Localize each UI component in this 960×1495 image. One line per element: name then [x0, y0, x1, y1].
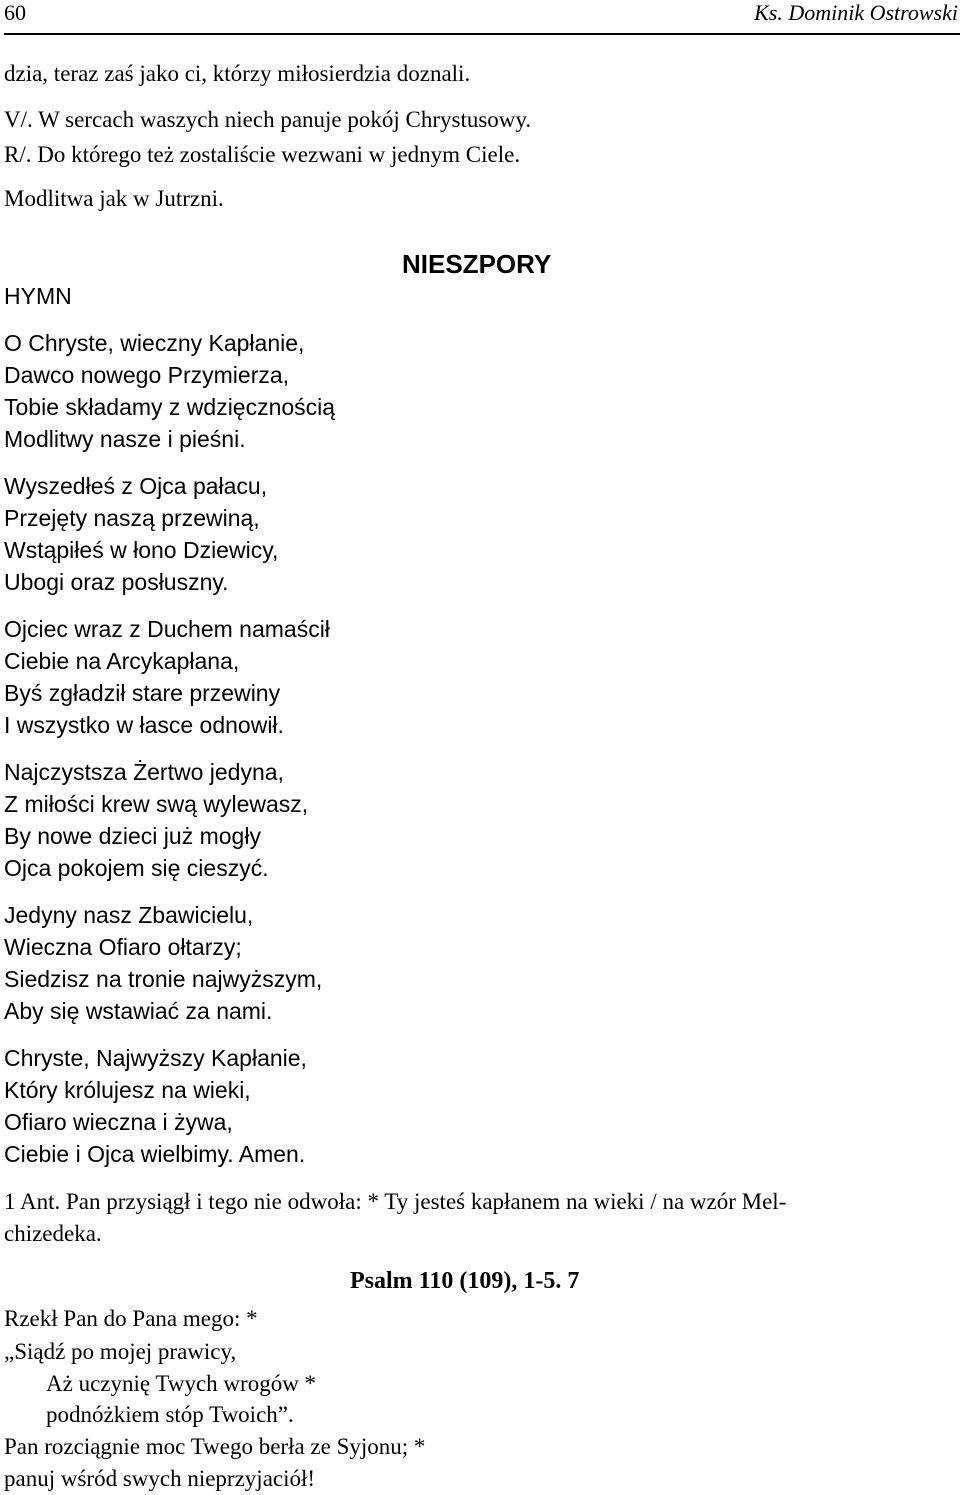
running-header-author: Ks. Dominik Ostrowski: [754, 0, 958, 25]
hymn-line: Jedyny nasz Zbawicielu,: [4, 902, 254, 928]
hymn-stanza-2: [4, 470, 278, 598]
psalm-verse: Rzekł Pan do Pana mego: *: [4, 1306, 258, 1331]
hymn-line: Wieczna Ofiaro ołtarzy;: [4, 934, 242, 960]
hymn-line: Ojca pokojem się cieszyć.: [4, 855, 269, 881]
hymn-line: O Chryste, wieczny Kapłanie,: [4, 330, 305, 356]
hymn-line: By nowe dzieci już mogły: [4, 823, 261, 849]
versicle-line: V/. W sercach waszych niech panuje pokój Chrystusowy.: [4, 107, 532, 132]
hymn-line: Ojciec wraz z Duchem namaścił: [4, 616, 330, 642]
hymn-line: Wyszedłeś z Ojca pałacu,: [4, 473, 268, 499]
hymn-line: Który królujesz na wieki,: [4, 1077, 251, 1103]
hymn-label: HYMN: [4, 283, 72, 309]
response-line: R/. Do którego też zostaliście wezwani w jednym Ciele.: [4, 142, 521, 167]
psalm-title: Psalm 110 (109), 1-5. 7: [350, 1268, 580, 1294]
hymn-line: Najczystsza Żertwo jedyna,: [4, 759, 284, 785]
hymn-line: Chryste, Najwyższy Kapłanie,: [4, 1045, 307, 1071]
hymn-line: Ciebie na Arcykapłana,: [4, 648, 240, 674]
psalm-verse: podnóżkiem stóp Twoich”.: [46, 1402, 294, 1427]
hymn-line: Ubogi oraz posłuszny.: [4, 569, 229, 595]
prayer-note: Modlitwa jak w Jutrzni.: [4, 186, 224, 211]
page-number: 60: [4, 0, 26, 25]
hymn-line: Dawco nowego Przymierza,: [4, 362, 290, 388]
psalm-verse: „Siądź po mojej prawicy,: [4, 1339, 237, 1364]
hymn-line: Przejęty naszą przewiną,: [4, 505, 260, 531]
section-title: NIESZPORY: [402, 249, 552, 279]
hymn-line: Byś zgładził stare przewiny: [4, 680, 281, 706]
antiphon-continuation: chizedeka.: [4, 1221, 102, 1246]
hymn-line: Modlitwy nasze i pieśni.: [4, 426, 246, 452]
header-rule: [4, 33, 960, 35]
hymn-line: Tobie składamy z wdzięcznością: [4, 394, 336, 420]
hymn-line: Aby się wstawiać za nami.: [4, 998, 273, 1024]
hymn-stanza-1: [4, 327, 335, 455]
hymn-line: Ciebie i Ojca wielbimy. Amen.: [4, 1141, 306, 1167]
hymn-stanza-3: [4, 613, 330, 741]
hymn-stanza-6: [4, 1042, 307, 1170]
hymn-line: Z miłości krew swą wylewasz,: [4, 791, 309, 817]
hymn-stanza-4: [4, 756, 308, 884]
hymn-line: I wszystko w łasce odnowił.: [4, 712, 284, 738]
hymn-line: Siedzisz na tronie najwyższym,: [4, 966, 323, 992]
psalm-verse: Aż uczynię Twych wrogów *: [46, 1371, 317, 1396]
psalm-verse: Pan rozciągnie moc Twego berła ze Syjonu; *: [4, 1434, 426, 1459]
antiphon-line: 1 Ant. Pan przysiągł i tego nie odwoła: * Ty jesteś kapłanem na wieki / na wzór Mel-: [4, 1189, 787, 1214]
hymn-line: Wstąpiłeś w łono Dziewicy,: [4, 537, 279, 563]
hymn-stanza-5: [4, 899, 322, 1027]
intro-line: dzia, teraz zaś jako ci, którzy miłosierdzia doznali.: [4, 61, 471, 86]
hymn-line: Ofiaro wieczna i żywa,: [4, 1109, 233, 1135]
psalm-verse: panuj wśród swych nieprzyjaciół!: [4, 1466, 316, 1491]
